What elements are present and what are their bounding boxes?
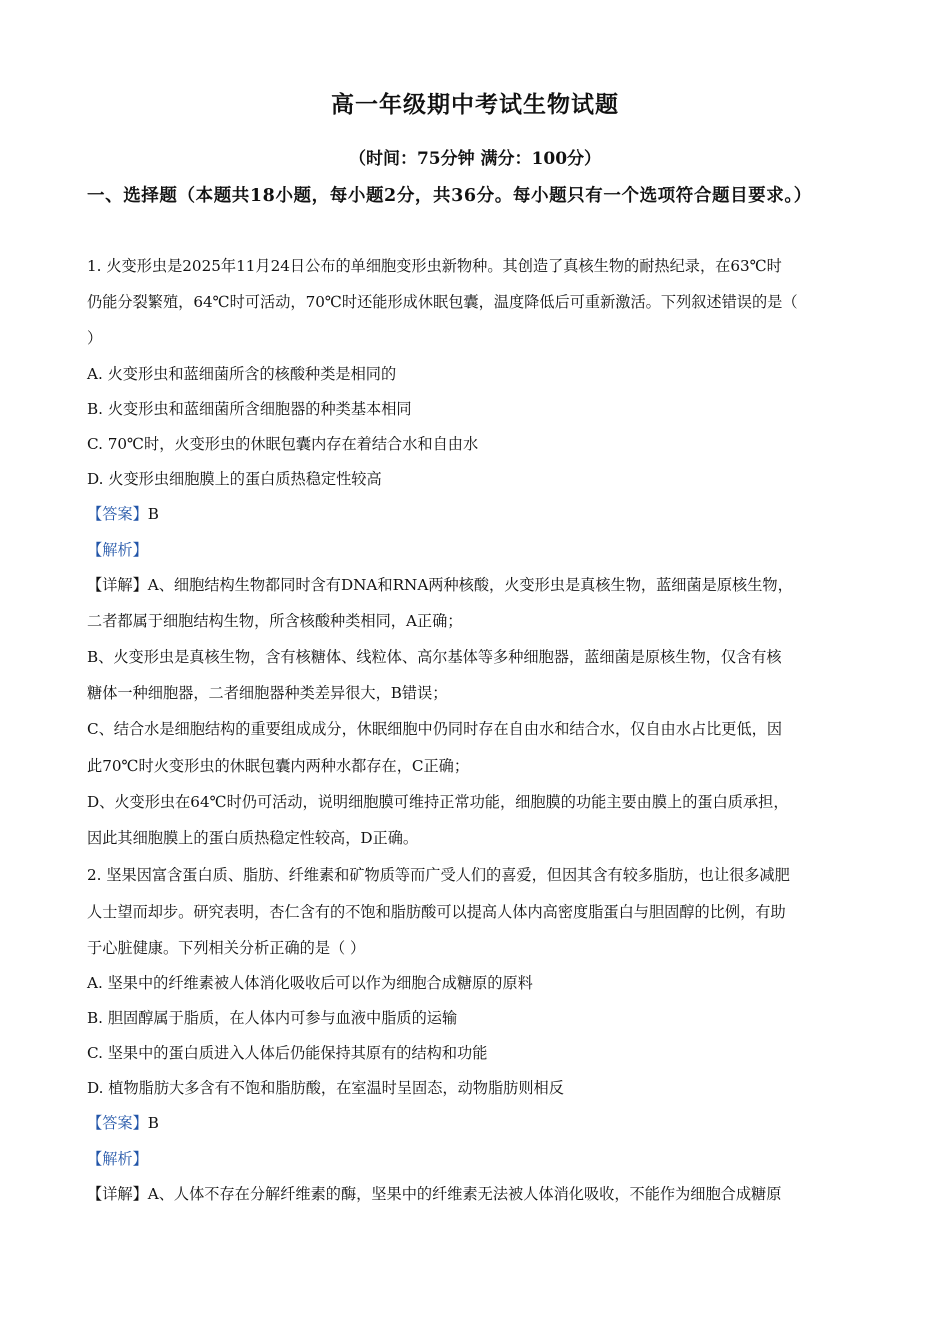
q2-analysis-tag <box>87 1149 148 1169</box>
q1-option-a: A. 火变形虫和蓝细菌所含的核酸种类是相同的 <box>87 365 397 383</box>
q1-detail-line: 二者都属于细胞结构生物，所含核酸种类相同，A正确； <box>87 612 463 630</box>
q2-answer <box>87 1113 159 1133</box>
q2-detail-line <box>87 1184 781 1204</box>
q1-detail-line: D、火变形虫在64℃时仍可活动，说明细胞膜可维持正常功能，细胞膜的功能主要由膜上的蛋白质承担， <box>87 793 789 811</box>
answer-value: B <box>147 1114 159 1132</box>
q1-analysis-tag <box>87 540 148 560</box>
q1-detail-line: 因此其细胞膜上的蛋白质热稳定性较高，D正确。 <box>87 829 419 847</box>
q1-stem-line: 1. 火变形虫是2025年11月24日公布的单细胞变形虫新物种。其创造了真核生物的耐热纪录，在63℃时 <box>87 257 782 275</box>
page-title: 高一年级期中考试生物试题 <box>331 91 619 118</box>
answer-value: B <box>147 505 159 523</box>
q2-option-a: A. 坚果中的纤维素被人体消化吸收后可以作为细胞合成糖原的原料 <box>87 974 533 992</box>
answer-tag: 【答案】 <box>87 1114 148 1132</box>
q1-stem-line: 仍能分裂繁殖，64℃时可活动，70℃时还能形成休眠包囊，温度降低后可重新激活。下列叙述错误的是（ <box>87 293 798 311</box>
q1-option-c: C. 70℃时，火变形虫的休眠包囊内存在着结合水和自由水 <box>87 435 479 453</box>
answer-tag: 【答案】 <box>87 505 148 523</box>
q2-stem-line: 于心脏健康。下列相关分析正确的是（ ） <box>87 939 366 957</box>
detail-tag: 【详解】 <box>87 576 148 594</box>
q1-option-b: B. 火变形虫和蓝细菌所含细胞器的种类基本相同 <box>87 400 412 418</box>
q1-stem-line: ） <box>87 329 103 347</box>
q2-option-c: C. 坚果中的蛋白质进入人体后仍能保持其原有的结构和功能 <box>87 1044 488 1062</box>
q2-option-d: D. 植物脂肪大多含有不饱和脂肪酸，在室温时呈固态，动物脂肪则相反 <box>87 1079 564 1097</box>
q2-stem-line: 2. 坚果因富含蛋白质、脂肪、纤维素和矿物质等而广受人们的喜爱，但因其含有较多脂肪，也让很多减肥 <box>87 866 790 884</box>
q1-option-d: D. 火变形虫细胞膜上的蛋白质热稳定性较高 <box>87 470 382 488</box>
detail-text: A、人体不存在分解纤维素的酶，坚果中的纤维素无法被人体消化吸收，不能作为细胞合成糖原 <box>147 1185 782 1203</box>
analysis-tag: 【解析】 <box>87 1150 148 1168</box>
q2-option-b: B. 胆固醇属于脂质，在人体内可参与血液中脂质的运输 <box>87 1009 458 1027</box>
q1-answer <box>87 504 159 524</box>
section-heading: 一、选择题（本题共18小题，每小题2分，共36分。每小题只有一个选项符合题目要求。） <box>87 186 812 206</box>
q1-detail-line: B、火变形虫是真核生物，含有核糖体、线粒体、高尔基体等多种细胞器，蓝细菌是原核生物，仅含有核 <box>87 648 782 666</box>
q1-detail-line: 此70℃时火变形虫的休眠包囊内两种水都存在，C正确； <box>87 757 470 775</box>
exam-info: （时间：75分钟 满分：100分） <box>348 149 602 169</box>
q1-detail-line: C、结合水是细胞结构的重要组成成分，休眠细胞中仍同时存在自由水和结合水，仅自由水占比更低，因 <box>87 720 783 738</box>
q1-detail-line: 糖体一种细胞器，二者细胞器种类差异很大，B错误； <box>87 684 448 702</box>
q2-stem-line: 人士望而却步。研究表明，杏仁含有的不饱和脂肪酸可以提高人体内高密度脂蛋白与胆固醇的比例，有助 <box>87 903 786 921</box>
detail-tag: 【详解】 <box>87 1185 148 1203</box>
q1-detail-line <box>87 575 793 595</box>
analysis-tag: 【解析】 <box>87 541 148 559</box>
detail-text: A、细胞结构生物都同时含有DNA和RNA两种核酸，火变形虫是真核生物，蓝细菌是原核生物， <box>147 576 793 594</box>
